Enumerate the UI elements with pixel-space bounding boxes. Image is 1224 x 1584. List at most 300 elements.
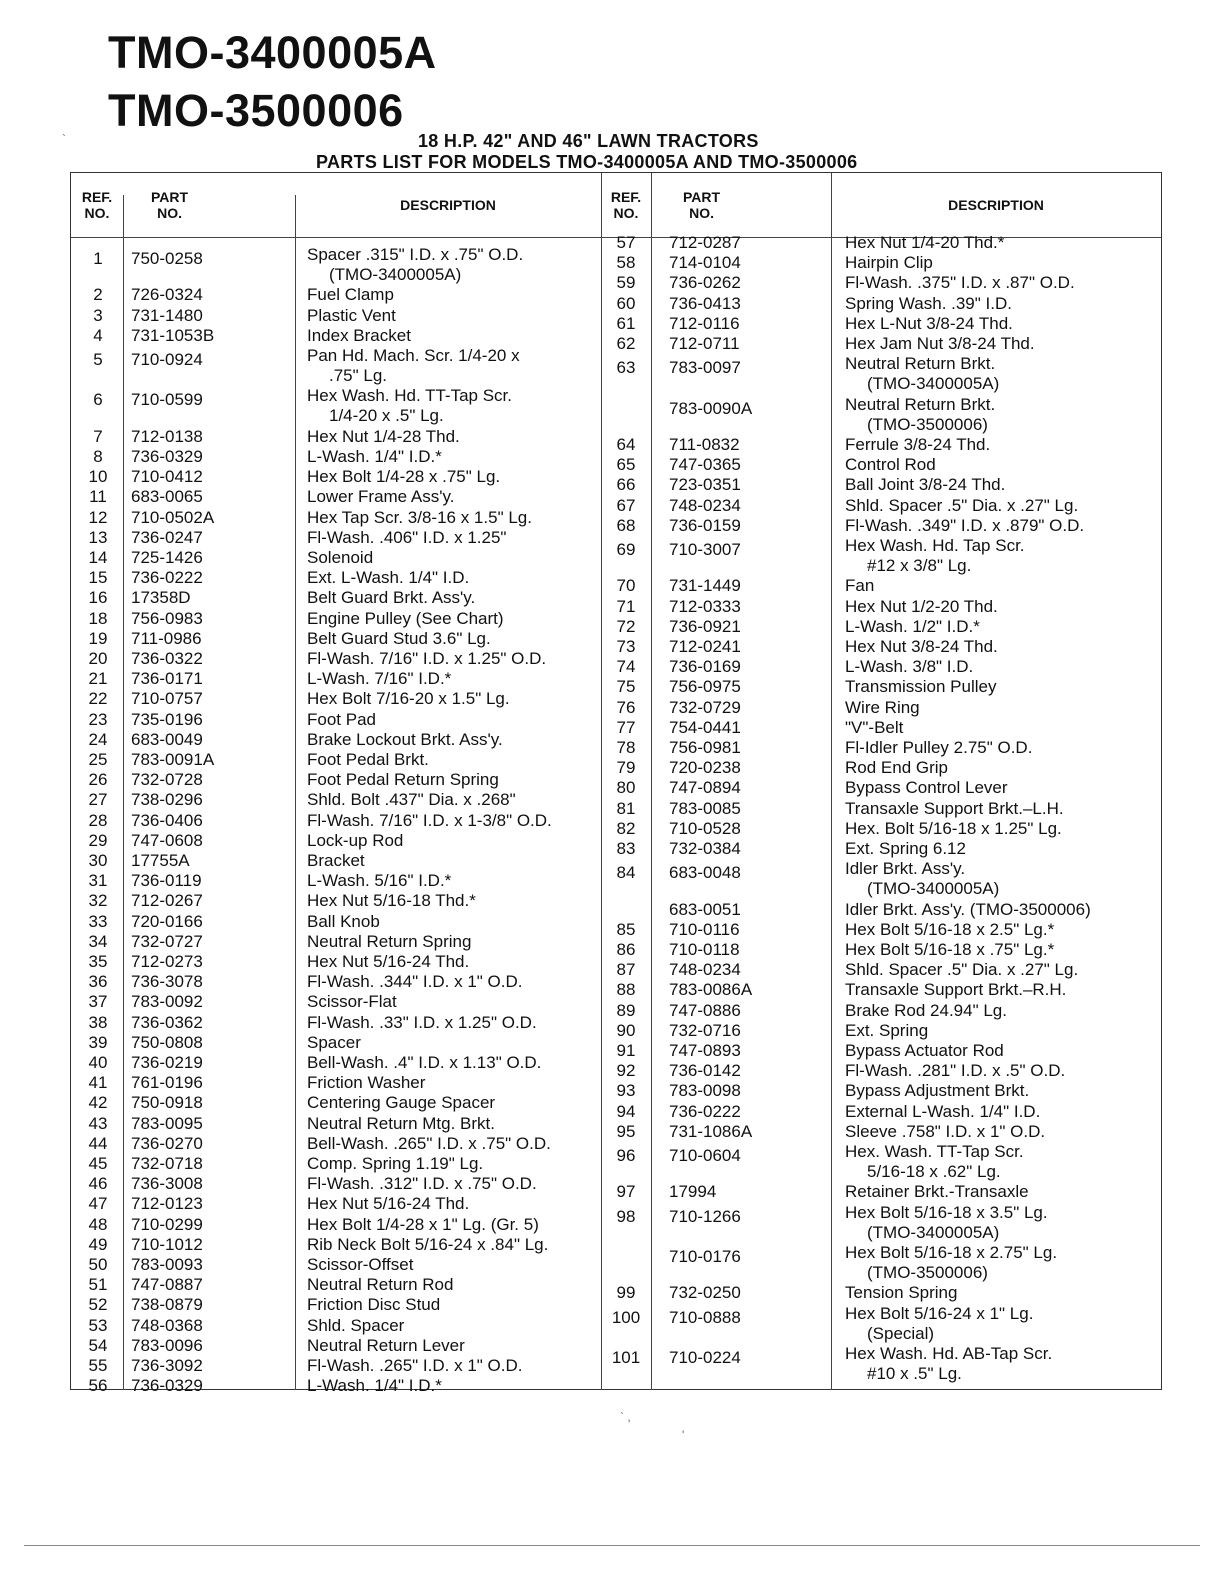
part-description	[845, 314, 1013, 334]
description-line: Hairpin Clip	[845, 253, 933, 273]
ref-number: 2	[93, 285, 103, 305]
part-description	[307, 285, 394, 305]
ref-number: 97	[616, 1182, 636, 1202]
part-number: 735-0196	[131, 709, 203, 729]
description-line: Rib Neck Bolt 5/16-24 x .84" Lg.	[307, 1234, 549, 1254]
part-number: 683-0065	[131, 487, 203, 507]
part-description	[307, 710, 376, 730]
description-line: Solenoid	[307, 548, 374, 567]
part-description	[307, 346, 520, 386]
ref-number: 99	[616, 1283, 636, 1303]
part-number: 783-0093	[131, 1255, 203, 1274]
ref-number: 23	[88, 709, 108, 729]
part-description	[845, 839, 966, 859]
description-line: Neutral Return Mtg. Brkt.	[307, 1113, 496, 1133]
description-line: Control Rod	[845, 455, 936, 475]
part-number: 712-0287	[669, 233, 741, 252]
part-description	[307, 1154, 483, 1174]
ref-number: 95	[616, 1121, 636, 1141]
part-description	[845, 920, 1054, 940]
description-line: Hex L-Nut 3/8-24 Thd.	[845, 313, 1013, 333]
description-line: Hex. Bolt 5/16-18 x 1.25" Lg.	[845, 818, 1062, 838]
ref-number: 1	[93, 249, 103, 268]
description-line: L-Wash. 1/4" I.D.*	[307, 447, 442, 466]
part-number: 783-0098	[669, 1081, 741, 1101]
description-line: Comp. Spring 1.19" Lg.	[307, 1154, 484, 1173]
part-number: 747-0893	[669, 1041, 741, 1060]
description-line: Hex Nut 1/4-28 Thd.	[307, 426, 460, 446]
ref-number: 55	[88, 1356, 108, 1375]
ref-number: 22	[88, 689, 108, 709]
part-number: 736-0119	[131, 871, 202, 891]
part-number: 736-0262	[669, 273, 741, 293]
part-number: 756-0983	[131, 608, 203, 628]
column-rule	[651, 173, 652, 1390]
part-number: 754-0441	[669, 717, 741, 737]
parts-table	[70, 172, 1162, 1396]
part-number: 712-0116	[669, 313, 740, 333]
description-line: Hex Bolt 1/4-28 x .75" Lg.	[307, 467, 501, 487]
ref-number: 60	[616, 293, 636, 313]
description-line: Spring Wash. .39" I.D.	[845, 293, 1012, 313]
part-number: 783-0090A	[669, 398, 753, 418]
part-number: 783-0091A	[131, 750, 215, 769]
part-number: 736-0171	[131, 669, 203, 689]
description-line: Hex Bolt 5/16-18 x 2.75" Lg.	[845, 1243, 1058, 1262]
ref-number: 24	[88, 729, 108, 749]
ref-number: 27	[88, 790, 108, 810]
description-line: L-Wash. 3/8" I.D.	[845, 657, 974, 677]
part-number: 710-0224	[669, 1348, 741, 1367]
ref-number: 53	[88, 1315, 108, 1335]
ref-number: 19	[88, 628, 108, 648]
description-line: Hex Nut 1/2-20 Thd.	[845, 596, 998, 616]
part-number: 720-0238	[669, 758, 741, 778]
part-number: 750-0918	[131, 1093, 203, 1113]
ref-number: 33	[88, 911, 108, 931]
description-line: Friction Washer	[307, 1073, 426, 1093]
description-line: Retainer Brkt.-Transaxle	[845, 1182, 1029, 1202]
description-line: Ext. L-Wash. 1/4" I.D.	[307, 568, 470, 588]
part-number: 736-0169	[669, 657, 741, 677]
part-number: 712-0123	[131, 1194, 203, 1214]
part-number: 710-0502A	[131, 507, 215, 527]
part-number: 683-0048	[669, 863, 741, 883]
description-line: Shld. Spacer .5" Dia. x .27" Lg.	[845, 495, 1079, 515]
description-line: Ball Joint 3/8-24 Thd.	[845, 475, 1006, 495]
ref-number: 36	[88, 972, 108, 992]
part-number: 732-0718	[131, 1154, 203, 1173]
description-line: Sleeve .758" I.D. x 1" O.D.	[845, 1121, 1046, 1141]
part-number: 747-0365	[669, 455, 741, 475]
description-line: Foot Pedal Return Spring	[307, 770, 499, 790]
ref-number: 79	[616, 758, 636, 778]
part-number: 712-0241	[669, 637, 741, 656]
description-line: Hex Jam Nut 3/8-24 Thd.	[845, 334, 1035, 353]
ref-number: 51	[88, 1275, 108, 1295]
description-line: Lower Frame Ass'y.	[307, 487, 455, 507]
description-line: Plastic Vent	[307, 305, 396, 325]
part-description	[307, 891, 476, 911]
description-line: Hex Nut 5/16-24 Thd.	[307, 1194, 470, 1214]
description-line: Centering Gauge Spacer	[307, 1093, 496, 1113]
description-line: Hex Bolt 1/4-28 x 1" Lg. (Gr. 5)	[307, 1214, 539, 1234]
part-description	[307, 386, 512, 426]
part-number: 736-0222	[131, 568, 203, 588]
description-line: Hex. Wash. TT-Tap Scr.	[845, 1142, 1024, 1161]
ref-number: 63	[616, 358, 636, 378]
subtitle-lawn-tractors: 18 H.P. 42" AND 46" LAWN TRACTORS	[418, 131, 759, 151]
part-description	[307, 932, 471, 952]
ref-number: 75	[616, 677, 636, 697]
description-line-2: #10 x .5" Lg.	[867, 1364, 962, 1383]
part-number: 736-0322	[131, 649, 203, 668]
part-description	[845, 294, 1012, 314]
ref-number: 49	[88, 1234, 108, 1254]
part-description	[845, 1081, 1029, 1101]
part-number: 736-0159	[669, 515, 741, 535]
ref-number: 67	[616, 495, 636, 515]
ref-number: 65	[616, 455, 636, 475]
part-number: 738-0879	[131, 1295, 203, 1315]
part-number: 748-0234	[669, 960, 741, 980]
part-description	[307, 689, 510, 709]
ref-number: 74	[616, 657, 636, 677]
part-number: 747-0894	[669, 778, 741, 798]
scan-mark: `	[62, 132, 66, 146]
part-description	[845, 657, 973, 677]
part-number: 710-0599	[131, 390, 203, 410]
part-description	[307, 912, 380, 932]
part-number: 736-0247	[131, 527, 203, 547]
part-number: 710-1012	[131, 1234, 203, 1254]
ref-number: 34	[88, 931, 108, 951]
part-description	[845, 1243, 1057, 1283]
part-number: 747-0886	[669, 1000, 741, 1020]
description-line: Neutral Return Lever	[307, 1335, 465, 1355]
part-number: 756-0981	[669, 738, 741, 757]
description-line-2: (Special)	[867, 1323, 935, 1343]
ref-number: 77	[616, 717, 636, 737]
part-number: 736-0329	[131, 1376, 203, 1396]
part-description	[307, 1215, 539, 1235]
part-description	[307, 952, 469, 972]
ref-number: 31	[88, 871, 108, 891]
ref-number: 68	[616, 515, 636, 535]
ref-number: 3	[93, 305, 103, 325]
description-line: Spacer .315" I.D. x .75" O.D.	[307, 245, 524, 264]
description-line: Hex Nut 1/4-20 Thd.*	[845, 233, 1005, 252]
part-description	[307, 1134, 551, 1154]
part-description	[307, 487, 454, 507]
part-number: 736-0219	[131, 1053, 203, 1072]
description-line: External L-Wash. 1/4" I.D.	[845, 1101, 1041, 1121]
part-description	[845, 940, 1054, 960]
ref-number: 83	[616, 839, 636, 858]
description-line-2: #12 x 3/8" Lg.	[867, 556, 972, 575]
ref-number: 37	[88, 992, 108, 1012]
ref-number: 47	[88, 1194, 108, 1214]
part-description	[307, 467, 500, 487]
description-line: Fl-Wash. 7/16" I.D. x 1.25" O.D.	[307, 649, 547, 668]
part-number: 731-1449	[669, 576, 741, 596]
ref-number: 57	[616, 233, 636, 252]
part-description	[307, 770, 499, 790]
part-description	[307, 306, 396, 326]
part-number: 712-0333	[669, 596, 741, 616]
ref-number: 42	[88, 1093, 108, 1113]
ref-number: 7	[93, 426, 103, 446]
part-description	[845, 475, 1005, 495]
part-description	[845, 1203, 1048, 1243]
description-line-2: (TMO-3400005A)	[867, 374, 1000, 394]
part-description	[845, 597, 998, 617]
ref-number: 96	[616, 1146, 636, 1165]
part-number: 731-1480	[131, 305, 203, 325]
ref-number: 41	[88, 1073, 108, 1093]
description-line: Hex Tap Scr. 3/8-16 x 1.5" Lg.	[307, 507, 532, 527]
description-line: Hex Nut 5/16-24 Thd.	[307, 952, 470, 971]
description-line: Hex Bolt 5/16-24 x 1" Lg.	[845, 1303, 1034, 1323]
part-description	[307, 427, 460, 447]
part-number: 736-3078	[131, 972, 203, 992]
part-number: 710-0412	[131, 467, 203, 487]
part-number: 736-3092	[131, 1356, 203, 1375]
ref-number: 64	[616, 435, 636, 454]
part-number: 736-0329	[131, 447, 203, 466]
column-rule	[123, 195, 124, 1390]
description-line-2: (TMO-3400005A)	[329, 265, 462, 284]
ref-number: 48	[88, 1214, 108, 1234]
part-description	[307, 1295, 440, 1315]
part-description	[845, 576, 874, 596]
part-number: 747-0608	[131, 830, 203, 850]
ref-number: 78	[616, 738, 636, 757]
part-description	[307, 649, 546, 669]
part-number: 732-0384	[669, 839, 741, 858]
description-line: Hex Bolt 5/16-18 x .75" Lg.*	[845, 940, 1055, 959]
ref-number: 38	[88, 1012, 108, 1032]
description-line: Bell-Wash. .4" I.D. x 1.13" O.D.	[307, 1053, 542, 1072]
part-description	[845, 536, 1025, 576]
part-description	[307, 1053, 541, 1073]
ref-number: 39	[88, 1032, 108, 1052]
scan-mark: ` ,	[620, 1410, 631, 1424]
description-line: Rod End Grip	[845, 758, 948, 778]
description-line: Bracket	[307, 851, 365, 870]
ref-number: 86	[616, 940, 636, 959]
description-line: Scissor-Offset	[307, 1255, 414, 1274]
description-line: Bypass Actuator Rod	[845, 1041, 1004, 1060]
part-number: 732-0716	[669, 1020, 741, 1040]
part-description	[845, 1102, 1040, 1122]
ref-number: 10	[88, 467, 108, 487]
description-line: Hex Nut 3/8-24 Thd.	[845, 637, 998, 656]
description-line: Fl-Wash. .265" I.D. x 1" O.D.	[307, 1356, 523, 1375]
ref-number: 29	[88, 830, 108, 850]
description-line: L-Wash. 5/16" I.D.*	[307, 871, 452, 891]
description-line-2: (TMO-3500006)	[867, 414, 988, 434]
ref-number: 89	[616, 1000, 636, 1020]
part-number: 736-0222	[669, 1101, 741, 1121]
description-line: Hex Wash. Hd. AB-Tap Scr.	[845, 1344, 1053, 1363]
part-number: 712-0273	[131, 952, 203, 971]
part-description	[845, 718, 903, 738]
part-number: 710-0757	[131, 689, 203, 709]
ref-number: 6	[93, 390, 103, 410]
part-description	[307, 1376, 442, 1396]
part-number: 17755A	[131, 851, 190, 870]
description-line: Fan	[845, 576, 875, 596]
description-line: Lock-up Rod	[307, 830, 404, 850]
part-description	[307, 326, 411, 346]
part-description	[307, 811, 552, 831]
part-description	[307, 1174, 537, 1194]
part-number: 683-0051	[669, 899, 741, 919]
part-description	[845, 980, 1066, 1000]
ref-number: 92	[616, 1061, 636, 1081]
part-number: 732-0727	[131, 931, 203, 951]
part-description	[307, 1336, 465, 1356]
part-number: 710-0176	[669, 1247, 741, 1266]
ref-number: 14	[88, 548, 108, 567]
part-description	[845, 253, 933, 273]
part-number: 736-0406	[131, 810, 203, 830]
part-description	[845, 1061, 1065, 1081]
description-line: Shld. Bolt .437" Dia. x .268"	[307, 790, 516, 810]
part-number: 720-0166	[131, 911, 203, 931]
description-line: Hex Bolt 5/16-18 x 2.5" Lg.*	[845, 919, 1055, 939]
part-number: 736-0142	[669, 1061, 741, 1081]
description-line: Friction Disc Stud	[307, 1295, 441, 1315]
description-line: Hex Bolt 5/16-18 x 3.5" Lg.	[845, 1202, 1048, 1222]
description-line: Ext. Spring	[845, 1020, 929, 1040]
part-number: 714-0104	[669, 253, 741, 273]
description-line: Idler Brkt. Ass'y. (TMO-3500006)	[845, 899, 1091, 919]
part-number: 725-1426	[131, 548, 203, 567]
part-number: 736-0270	[131, 1133, 203, 1153]
description-line-2: 1/4-20 x .5" Lg.	[329, 406, 444, 426]
part-number: 783-0085	[669, 798, 741, 818]
part-number: 783-0095	[131, 1113, 203, 1133]
ref-number: 56	[88, 1376, 108, 1396]
description-line: Hex Nut 5/16-18 Thd.*	[307, 891, 476, 911]
part-number: 783-0092	[131, 992, 203, 1012]
part-number: 710-0299	[131, 1214, 203, 1234]
ref-number: 18	[88, 608, 108, 628]
description-line-2: (TMO-3400005A)	[867, 1222, 1000, 1242]
part-number: 710-0118	[669, 940, 740, 959]
part-description	[845, 738, 1032, 758]
ref-number: 35	[88, 952, 108, 971]
part-description	[307, 609, 504, 629]
part-description	[307, 972, 523, 992]
part-description	[307, 1093, 495, 1113]
part-number: 17358D	[131, 588, 191, 608]
part-description	[307, 1356, 523, 1376]
description-line: Belt Guard Stud 3.6" Lg.	[307, 628, 491, 648]
header-description-left: DESCRIPTION	[400, 197, 496, 213]
ref-number: 5	[93, 350, 103, 369]
description-line: Neutral Return Brkt.	[845, 354, 996, 374]
description-line: Transmission Pulley	[845, 677, 997, 697]
part-number: 711-0986	[131, 628, 202, 648]
ref-number: 30	[88, 851, 108, 870]
description-line: Ext. Spring 6.12	[845, 839, 966, 858]
part-description	[307, 851, 365, 871]
ref-number: 45	[88, 1154, 108, 1173]
part-description	[845, 1021, 928, 1041]
description-line: L-Wash. 1/4" I.D.*	[307, 1376, 442, 1396]
model-number-1: TMO-3400005A	[108, 27, 437, 78]
part-description	[307, 629, 491, 649]
ref-number: 50	[88, 1255, 108, 1274]
part-number: 710-0604	[669, 1146, 741, 1165]
part-number: 783-0086A	[669, 980, 753, 1000]
part-description	[307, 1255, 413, 1275]
ref-number: 90	[616, 1020, 636, 1040]
description-line-2: 5/16-18 x .62" Lg.	[867, 1162, 1001, 1181]
model-number-2: TMO-3500006	[108, 85, 404, 136]
part-description	[845, 435, 990, 455]
part-description	[845, 1344, 1052, 1384]
description-line: Shld. Spacer	[307, 1315, 405, 1335]
description-line: Transaxle Support Brkt.–L.H.	[845, 798, 1064, 818]
part-description	[845, 1122, 1045, 1142]
description-line: Shld. Spacer .5" Dia. x .27" Lg.	[845, 960, 1079, 980]
ref-number: 21	[88, 669, 108, 689]
part-number: 748-0234	[669, 495, 741, 515]
part-description	[307, 568, 469, 588]
description-line: Foot Pad	[307, 709, 376, 729]
part-description	[845, 617, 980, 637]
description-line: Pan Hd. Mach. Scr. 1/4-20 x	[307, 346, 520, 365]
ref-number: 59	[616, 273, 636, 293]
part-description	[307, 1114, 495, 1134]
part-description	[307, 992, 397, 1012]
part-number: 726-0324	[131, 285, 203, 305]
part-number: 750-0258	[131, 249, 203, 268]
part-description	[845, 677, 996, 697]
part-description	[845, 455, 936, 475]
ref-number: 93	[616, 1081, 636, 1101]
description-line: Fl-Wash. .312" I.D. x .75" O.D.	[307, 1174, 537, 1194]
description-line: Ferrule 3/8-24 Thd.	[845, 435, 991, 454]
description-line: Fl-Wash. .33" I.D. x 1.25" O.D.	[307, 1012, 537, 1032]
header-description-right: DESCRIPTION	[948, 197, 1044, 213]
ref-number: 66	[616, 475, 636, 495]
description-line: Brake Rod 24.94" Lg.	[845, 1000, 1007, 1020]
part-description	[307, 1275, 453, 1295]
part-description	[845, 233, 1004, 253]
part-description	[845, 496, 1078, 516]
part-number: 747-0887	[131, 1275, 203, 1295]
part-number: 736-0362	[131, 1012, 203, 1032]
part-number: 710-0924	[131, 350, 203, 369]
part-description	[845, 758, 948, 778]
description-line-2: (TMO-3400005A)	[867, 879, 1000, 899]
part-number: 736-0413	[669, 293, 741, 313]
ref-number: 91	[616, 1041, 636, 1060]
part-description	[845, 1182, 1029, 1202]
part-number: 723-0351	[669, 475, 741, 495]
part-number: 710-1266	[669, 1206, 741, 1226]
bottom-rule	[24, 1545, 1200, 1546]
part-description	[845, 900, 1091, 920]
column-rule	[601, 173, 602, 1390]
part-description	[307, 871, 451, 891]
scan-mark: '	[682, 1428, 685, 1442]
